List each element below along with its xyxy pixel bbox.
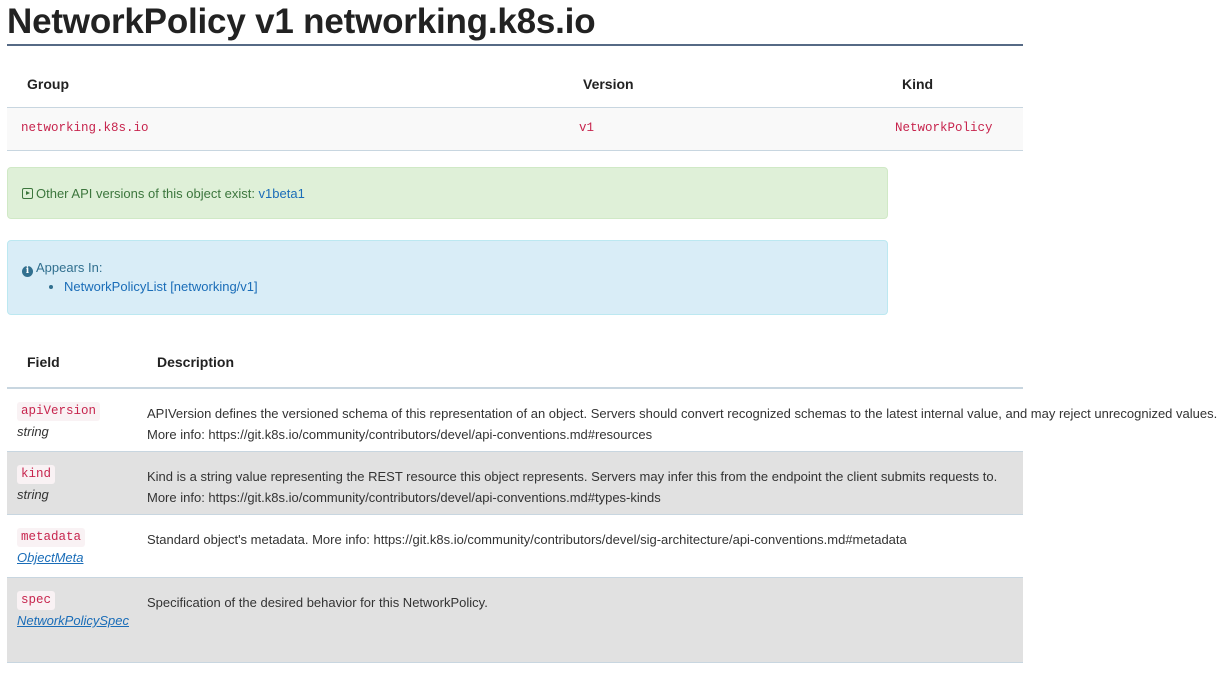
more-info-text: More info: https://git.k8s.io/community/contributors/devel/api-conventions.md#resources xyxy=(147,427,653,442)
fields-table-header xyxy=(7,340,1023,389)
appears-in-alert xyxy=(7,240,888,315)
field-cell xyxy=(17,590,129,630)
v1beta1-link[interactable]: v1beta1 xyxy=(258,186,305,201)
group-value: networking.k8s.io xyxy=(21,121,149,135)
description-cell xyxy=(147,403,1217,445)
fields-table xyxy=(7,340,1217,663)
play-square-icon[interactable] xyxy=(22,188,33,199)
other-versions-alert xyxy=(7,167,888,219)
field-name: metadata xyxy=(17,528,85,547)
field-name: apiVersion xyxy=(17,402,100,421)
gvk-table xyxy=(7,60,1023,151)
other-versions-text: Other API versions of this object exist: xyxy=(36,186,259,201)
field-header: Field xyxy=(27,354,60,370)
version-value: v1 xyxy=(579,121,595,135)
description-text: Kind is a string value representing the REST resource this object represents. Servers may infer this from the endpoint the client submits requests to. xyxy=(147,469,998,484)
appears-in-title: Appears In: xyxy=(36,260,103,275)
table-row xyxy=(7,452,1023,515)
description-header: Description xyxy=(157,354,235,370)
more-info-text: More info: https://git.k8s.io/community/contributors/devel/api-conventions.md#types-kinds xyxy=(147,490,661,505)
field-cell xyxy=(17,464,129,504)
object-meta-link[interactable]: ObjectMeta xyxy=(17,550,84,565)
field-name: spec xyxy=(17,591,55,610)
table-row xyxy=(7,389,1217,452)
table-row xyxy=(7,515,1023,578)
description-text: Standard object's metadata. More info: https://git.k8s.io/community/contributors/devel/sig-architecture/api-conventions.md#metadata xyxy=(147,532,907,547)
title-divider xyxy=(7,44,1023,46)
list-item xyxy=(64,279,887,295)
version-header: Version xyxy=(583,76,634,92)
field-type: string xyxy=(17,487,49,502)
gvk-table-header xyxy=(7,60,1023,108)
description-cell xyxy=(147,592,1023,613)
kind-value: NetworkPolicy xyxy=(895,121,993,135)
appears-in-list xyxy=(22,279,887,295)
kind-header: Kind xyxy=(902,76,934,92)
field-type: string xyxy=(17,424,49,439)
gvk-table-row xyxy=(7,108,1023,151)
page-title: NetworkPolicy v1 networking.k8s.io xyxy=(7,2,596,41)
group-header: Group xyxy=(27,76,69,92)
network-policy-spec-link[interactable]: NetworkPolicySpec xyxy=(17,613,129,628)
description-text: APIVersion defines the versioned schema of this representation of an object. Servers should convert recognized schemas to the latest internal value, and may reject unrecognized values. xyxy=(147,406,1217,421)
description-text: Specification of the desired behavior for this NetworkPolicy. xyxy=(147,595,488,610)
network-policy-list-link[interactable]: NetworkPolicyList [networking/v1] xyxy=(64,279,258,294)
description-cell xyxy=(147,466,1023,508)
table-row xyxy=(7,578,1023,663)
field-cell xyxy=(17,401,129,441)
field-cell xyxy=(17,527,129,567)
field-name: kind xyxy=(17,465,55,484)
info-circle-icon: i xyxy=(22,266,33,277)
description-cell xyxy=(147,529,1023,550)
